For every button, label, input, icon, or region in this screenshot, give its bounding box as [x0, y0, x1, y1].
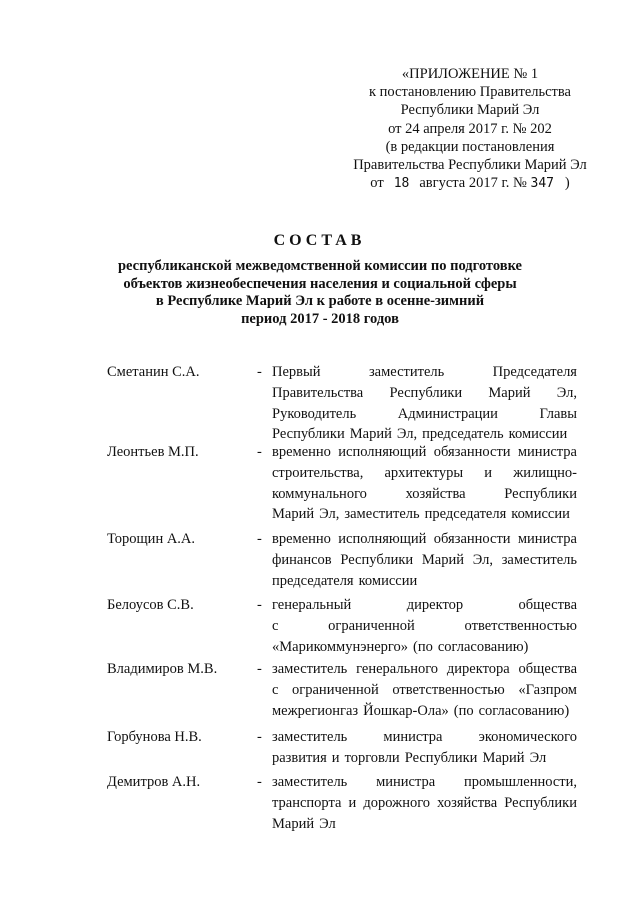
role-word: временно [272, 531, 331, 547]
role-word: заместитель [501, 551, 577, 568]
subtitle-line: в Республике Марий Эл к работе в осенне-зимний [155, 293, 485, 309]
role-word: заместитель [344, 506, 420, 523]
role-word: транспорта [272, 794, 342, 811]
role-word: председателя [424, 506, 507, 523]
role-word: и [484, 464, 493, 481]
member-dash: - [257, 729, 262, 745]
member-dash: - [257, 774, 262, 790]
role-word: Эл, [472, 551, 493, 568]
role-line [272, 463, 577, 484]
role-word: дорожного [363, 794, 431, 811]
member-name: Торощин А.А. [107, 531, 196, 547]
role-word: (по [413, 638, 433, 655]
member-name: Демитров А.Н. [107, 774, 201, 790]
member-dash: - [257, 531, 262, 547]
role-word: Марий [272, 506, 315, 523]
member-role [272, 659, 577, 721]
role-word: директора [446, 661, 510, 677]
role-word: министра [517, 444, 577, 460]
date-day: 18 [393, 176, 410, 192]
role-word: министра [517, 531, 577, 547]
role-line [272, 383, 577, 404]
role-word: и [331, 749, 340, 766]
role-word: «Газпром [518, 681, 577, 698]
document-number: 347 [530, 176, 554, 192]
role-word: ответственностью [392, 681, 505, 698]
role-word: Эл, [319, 506, 340, 523]
role-word: хозяйства [405, 485, 466, 502]
role-word: Республики [504, 485, 577, 502]
member-role [272, 772, 577, 834]
member-name: Сметанин С.А. [107, 364, 200, 380]
role-word: Главы [539, 405, 577, 422]
role-line [272, 404, 577, 425]
page-subtitle [100, 258, 540, 328]
role-line [272, 616, 577, 637]
role-word: Марий [349, 426, 392, 443]
role-word: генеральный [272, 597, 352, 613]
role-word: Руководитель [272, 405, 357, 422]
member-role [272, 529, 577, 591]
role-line [272, 529, 577, 550]
role-word: общества [518, 661, 577, 677]
role-word: заместитель [368, 364, 445, 380]
role-word: общества [518, 597, 577, 613]
role-word: с [272, 617, 279, 634]
role-word: торговли [344, 749, 400, 766]
role-word: Марий [488, 384, 531, 401]
role-word: комиссии [508, 426, 568, 443]
role-word: Марий [421, 551, 464, 568]
member-name: Горбунова Н.В. [107, 729, 202, 745]
role-line [272, 550, 577, 571]
appendix-line: «ПРИЛОЖЕНИЕ № 1 [401, 66, 539, 82]
role-word: Республики [272, 426, 345, 443]
role-word: заместитель [272, 661, 348, 677]
member-name: Леонтьев М.П. [107, 444, 199, 460]
member-role [272, 595, 577, 657]
role-word: с [272, 681, 279, 698]
member-role [272, 362, 577, 445]
appendix-line: Правительства Республики Марий Эл [353, 157, 587, 174]
appendix-line: от 24 апреля 2017 г. № 202 [388, 120, 552, 137]
role-word: Республики [340, 551, 414, 568]
role-line [272, 748, 577, 769]
role-word: Председателя [492, 364, 577, 380]
member-name: Белоусов С.В. [107, 597, 194, 613]
role-word: экономического [478, 729, 577, 745]
role-line [272, 814, 577, 835]
role-line [272, 637, 577, 658]
role-word: Эл, [396, 426, 418, 443]
appendix-line: к постановлению Правительства [369, 84, 571, 101]
role-word: ограниченной [292, 681, 379, 698]
role-word: Республики [389, 384, 463, 401]
role-line [272, 484, 577, 505]
role-word: Первый [272, 364, 321, 380]
role-word: согласованию) [437, 638, 529, 655]
role-word: комиссии [511, 506, 570, 523]
role-line [272, 442, 577, 463]
role-line [272, 571, 577, 592]
role-word: ограниченной [328, 617, 415, 634]
role-word: коммунального [272, 485, 367, 502]
appendix-line: (в редакции постановления [385, 138, 555, 155]
role-line [272, 680, 577, 701]
role-word: и [348, 794, 357, 811]
member-dash: - [257, 444, 262, 460]
role-word: «Марикоммунэнерго» [272, 638, 408, 655]
role-word: министра [376, 774, 436, 790]
role-word: строительства, [272, 464, 364, 481]
subtitle-line: период 2017 - 2018 годов [241, 310, 399, 327]
role-word: Эл [529, 749, 547, 766]
role-word: архитектуры [384, 464, 464, 481]
role-word: Эл [319, 815, 336, 832]
role-line [272, 727, 577, 748]
role-word: комиссии [358, 572, 418, 589]
role-word: финансов [272, 551, 332, 568]
member-dash: - [257, 597, 262, 613]
role-line [272, 595, 577, 616]
role-word: Йошкар-Ола» [363, 702, 449, 719]
role-line [272, 772, 577, 793]
role-word: Марий [482, 749, 525, 766]
date-month-year: августа 2017 г. № [419, 175, 527, 192]
role-word: министра [383, 729, 443, 745]
member-dash: - [257, 364, 262, 380]
role-word: исполняющий [338, 444, 427, 460]
role-line [272, 362, 577, 383]
role-word: Эл, [556, 384, 577, 401]
subtitle-line: республиканской межведомственной комиссии по подготовке [117, 258, 522, 274]
role-word: Республики [504, 794, 577, 811]
date-prefix: от [370, 175, 384, 192]
role-word: обязанности [433, 531, 511, 547]
appendix-date-line [330, 174, 610, 193]
role-word: исполняющий [338, 531, 427, 547]
page-title: СОСТАВ [273, 232, 366, 249]
appendix-line: Республики Марий Эл [400, 102, 540, 119]
role-word: ответственностью [464, 617, 577, 634]
role-word: промышленности, [463, 774, 577, 790]
role-word: жилищно- [513, 464, 577, 481]
role-word: председателя [272, 572, 354, 589]
member-dash: - [257, 661, 262, 677]
appendix-block [330, 65, 610, 193]
role-word: межрегионгаз [272, 702, 359, 719]
subtitle-line: объектов жизнеобеспечения населения и социальной сферы [123, 275, 517, 292]
member-role [272, 442, 577, 525]
role-word: развития [272, 749, 327, 766]
role-word: генерального [356, 661, 439, 677]
role-word: заместитель [272, 729, 348, 745]
date-close: ) [564, 175, 570, 192]
role-word: Правительства [272, 384, 364, 401]
role-word: Республики [404, 749, 478, 766]
role-line [272, 504, 577, 525]
role-word: заместитель [272, 774, 348, 790]
role-word: временно [272, 444, 331, 460]
member-name: Владимиров М.В. [107, 661, 218, 677]
role-word: (по [453, 702, 474, 719]
role-word: хозяйства [437, 794, 498, 811]
role-word: председатель [422, 426, 504, 443]
role-word: согласованию) [478, 702, 570, 719]
role-line [272, 701, 577, 722]
member-role [272, 727, 577, 769]
role-word: Администрации [397, 405, 498, 422]
role-word: обязанности [433, 444, 511, 460]
role-word: директор [406, 597, 464, 613]
role-line [272, 659, 577, 680]
role-line [272, 793, 577, 814]
role-word: Марий [272, 815, 315, 832]
